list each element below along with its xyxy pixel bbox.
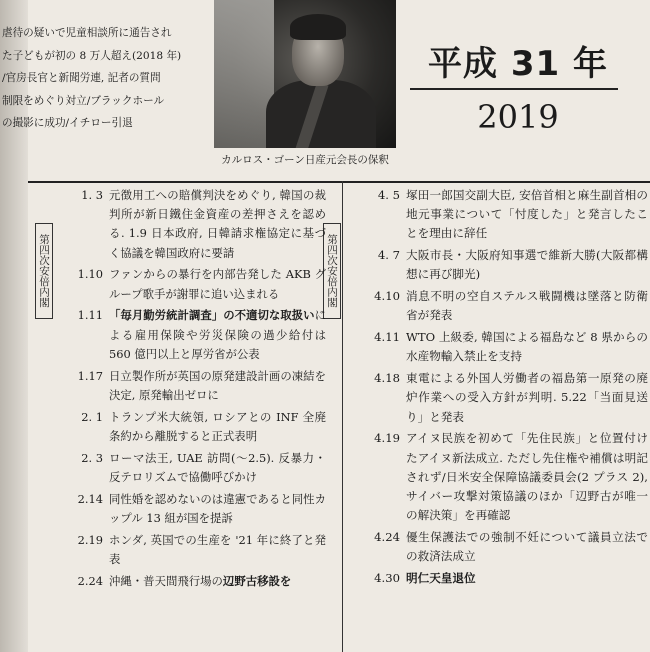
event-date: 2.24 xyxy=(77,573,103,588)
event-text xyxy=(406,569,648,588)
event-entry xyxy=(56,531,326,569)
event-text xyxy=(109,531,326,569)
event-date: 2.19 xyxy=(77,532,103,547)
event-entry xyxy=(56,306,326,364)
event-text-segment: WTO 上級委, 韓国による福島など 8 県からの水産物輸入禁止を支持 xyxy=(406,330,648,364)
event-entry xyxy=(350,528,648,566)
event-text-segment: ローマ法王, UAE 訪問(〜2.5). 反暴力・反テロリズムで協働呼びかけ xyxy=(109,450,326,484)
event-text xyxy=(109,490,326,528)
event-date: 1.10 xyxy=(77,267,103,282)
event-text-segment: 大阪市長・大阪府知事選で維新大勝(大阪都構想に再び脚光) xyxy=(406,248,648,282)
event-entry xyxy=(350,186,648,244)
event-entry xyxy=(56,265,326,303)
event-entry xyxy=(350,369,648,427)
event-entry xyxy=(350,328,648,366)
event-entry xyxy=(350,569,648,588)
event-date: 1.17 xyxy=(77,368,103,383)
event-date: 4. 5 xyxy=(377,188,400,202)
event-text xyxy=(406,369,648,427)
event-text-emphasis: 「毎月勤労統計調査」の不適切な取扱い xyxy=(109,308,315,323)
era-year-heading: 平成 31 年 xyxy=(428,44,608,84)
event-entry xyxy=(350,287,648,325)
cabinet-label-left xyxy=(35,223,53,319)
event-text-segment: 消息不明の空自ステルス戦闘機は墜落と防衛省が発表 xyxy=(406,289,648,323)
event-text xyxy=(109,408,326,446)
intro-line: 制限をめぐり対立/ブラックホール xyxy=(2,94,165,107)
event-text-emphasis: 辺野古移設を xyxy=(222,573,292,588)
event-date: 4.19 xyxy=(374,431,400,446)
event-date: 2. 1 xyxy=(81,409,103,424)
event-text-segment: による雇用保険や労災保険の過少給付は 560 億円以上と厚労省が公表 xyxy=(109,308,326,361)
right-event-column xyxy=(350,186,648,591)
left-event-column xyxy=(56,186,326,593)
event-date: 4. 7 xyxy=(377,248,400,263)
event-entry xyxy=(56,572,326,591)
event-text xyxy=(406,186,648,244)
intro-summary xyxy=(2,22,212,135)
event-text-segment: ホンダ, 英国での生産を '21 年に終了と発表 xyxy=(109,532,326,566)
event-text xyxy=(406,246,648,284)
event-date: 4.24 xyxy=(374,530,400,545)
event-text xyxy=(109,186,326,263)
event-date: 2.14 xyxy=(77,491,103,506)
event-date: 4.30 xyxy=(374,571,400,586)
event-text-segment: 沖縄・普天間飛行場の xyxy=(109,573,223,588)
photo-car-window xyxy=(214,0,274,148)
event-date: 2. 3 xyxy=(81,450,103,465)
event-entry xyxy=(56,449,326,487)
event-text-segment: ファンからの暴行を内部告発した AKB グループ歌手が謝罪に追い込まれる xyxy=(109,267,326,301)
event-text-segment: アイヌ民族を初めて「先住民族」と位置付けたアイヌ新法成立. ただし先住権や補償は明記されず/日米安全保障協議委員会(2 プラス 2), サイバー攻撃対策協議のほか「辺野古が唯一の解決策」を再確認 xyxy=(406,431,648,523)
event-text xyxy=(109,572,326,591)
event-date: 1. 3 xyxy=(81,188,103,202)
photo-caption: カルロス・ゴーン日産元会長の保釈 xyxy=(221,154,389,166)
western-year: 2019 xyxy=(477,98,559,136)
event-text-segment: 塚田一郎国交副大臣, 安倍首相と麻生副首相の地元事業について「忖度した」と発言したことを理由に辞任 xyxy=(406,188,648,241)
intro-line: /官房長官と新聞労連, 記者の質問 xyxy=(2,72,161,84)
event-entry xyxy=(350,429,648,525)
event-entry xyxy=(56,490,326,528)
table-top-rule xyxy=(28,181,650,183)
event-date: 4.18 xyxy=(374,371,400,386)
event-entry xyxy=(56,367,326,405)
event-entry xyxy=(350,246,648,284)
event-text-segment: 同性婚を認めないのは違憲であると同性カップル 13 組が国を提訴 xyxy=(109,491,326,525)
event-text xyxy=(406,429,648,525)
event-entry xyxy=(56,186,326,263)
cabinet-label-text: 第四次安倍内閣 xyxy=(38,234,50,308)
event-date: 1.11 xyxy=(77,308,103,323)
event-text-segment: 優生保護法での強制不妊について議員立法での救済法成立 xyxy=(406,530,648,564)
event-text xyxy=(109,265,326,303)
cabinet-label-text: 第四次安倍内閣 xyxy=(326,234,338,308)
event-text xyxy=(109,367,326,405)
event-text-segment: 日立製作所が英国の原発建設計画の凍結を決定, 原発輸出ゼロに xyxy=(109,368,326,402)
column-divider xyxy=(342,181,343,652)
intro-line: た子どもが初の 8 万人超え(2018 年) xyxy=(2,49,182,62)
photo-hair xyxy=(290,14,346,40)
event-text-emphasis: 明仁天皇退位 xyxy=(406,571,476,586)
event-text xyxy=(406,287,648,325)
event-text xyxy=(406,528,648,566)
event-text xyxy=(406,328,648,366)
heading-rule xyxy=(410,88,618,90)
event-date: 4.10 xyxy=(374,289,400,304)
event-date: 4.11 xyxy=(374,330,400,345)
intro-line: の撮影に成功/イチロー引退 xyxy=(2,117,133,129)
event-entry xyxy=(56,408,326,446)
event-text-segment: 東電による外国人労働者の福島第一原発の廃炉作業への受入方針が判明. 5.22「当面見送り」と発表 xyxy=(406,371,648,424)
event-text-segment: トランプ米大統領, ロシアとの INF 全廃条約から離脱すると正式表明 xyxy=(109,409,326,443)
intro-line: 虐待の疑いで児童相談所に通告され xyxy=(2,27,172,39)
news-photo xyxy=(214,0,396,148)
event-text xyxy=(109,449,326,487)
event-text xyxy=(109,306,326,364)
event-text-segment: 元徴用工への賠償判決をめぐり, 韓国の裁判所が新日鐵住金資産の差押さえを認める. 1.9 日本政府, 日韓請求権協定に基づく協議を韓国政府に要請 xyxy=(109,188,326,260)
